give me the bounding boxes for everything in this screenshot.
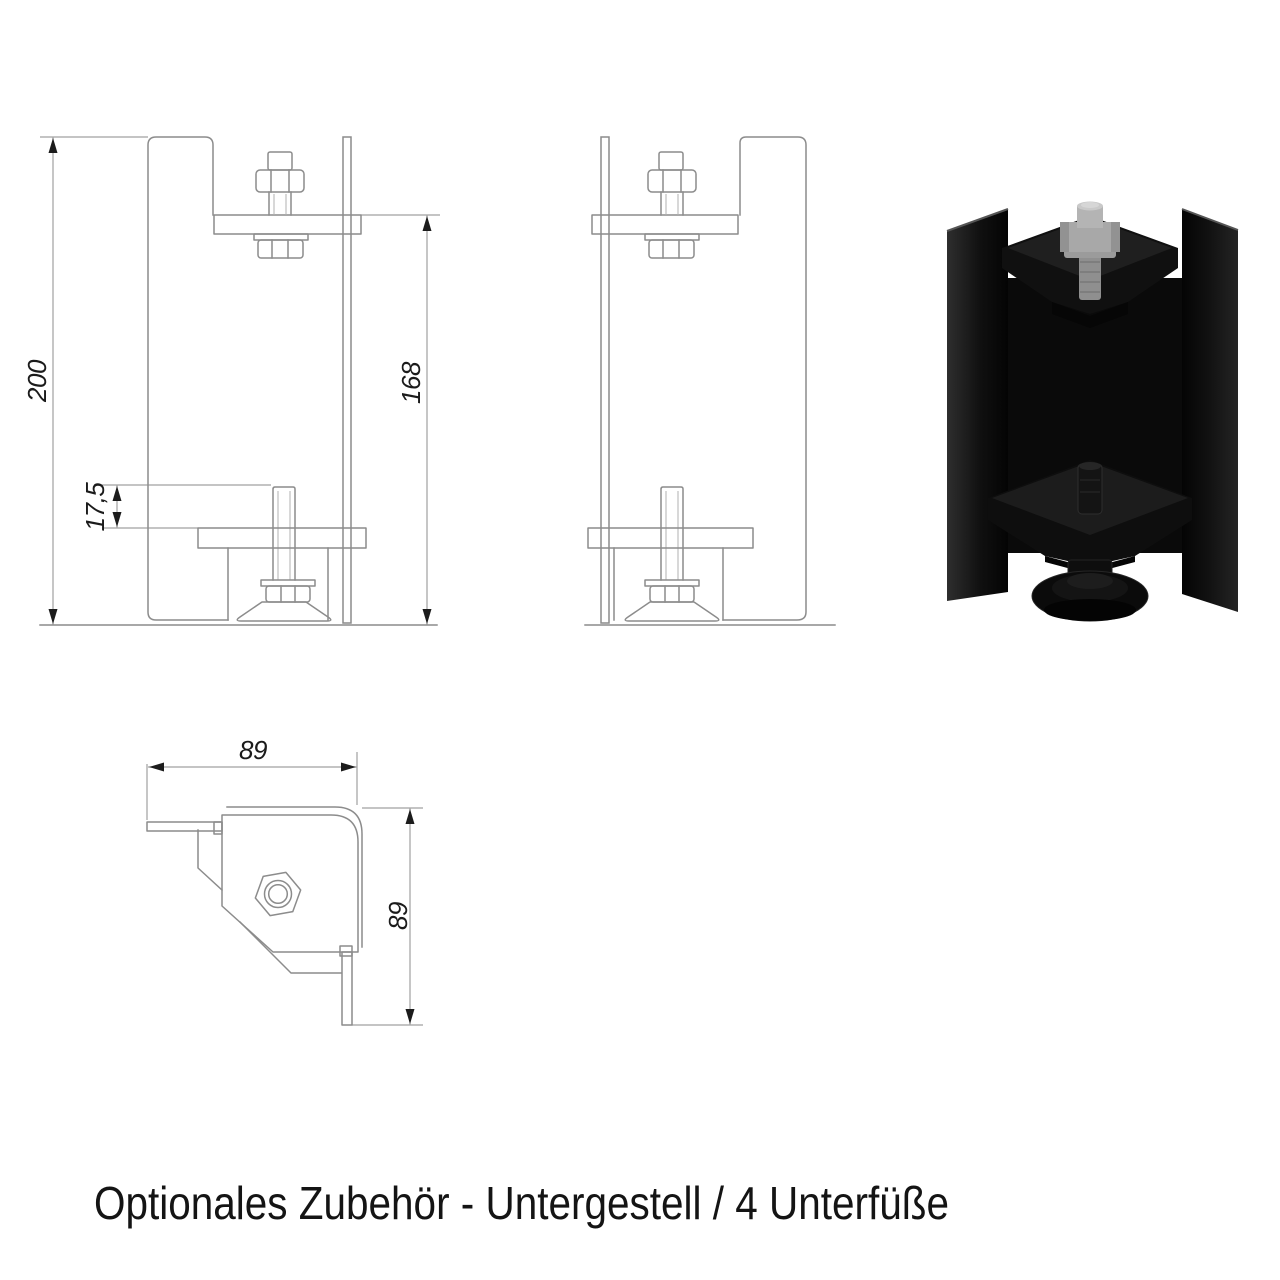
dimension-arrow: [341, 763, 356, 772]
dimension-arrow: [406, 809, 415, 824]
render-3d: [947, 202, 1238, 622]
washer: [645, 234, 699, 240]
side-plate: [343, 137, 351, 623]
bottom-mounting-plate: [588, 528, 753, 548]
top-view-drawing: [147, 735, 423, 1025]
steel-bolt-stud: [1079, 252, 1101, 300]
dimension-arrow: [49, 138, 58, 153]
lock-nut: [649, 240, 694, 258]
dimension-arrow: [406, 1009, 415, 1024]
body-opening-edges: [614, 548, 723, 620]
corner-plate-upper-contour: [227, 807, 362, 947]
washer: [254, 234, 308, 240]
steel-bolt-nut-facet: [1060, 222, 1069, 252]
left-flange-plate: [147, 822, 222, 831]
dimension-arrow: [49, 609, 58, 624]
dimension-arrow: [423, 216, 432, 231]
threaded-rod: [273, 487, 295, 580]
dim-label-depth-89: 89: [383, 902, 413, 930]
lock-nut-facets: [663, 240, 679, 258]
rod-thread-lines: [666, 491, 678, 580]
foot-dome-top: [1067, 573, 1113, 589]
dimension-arrow: [149, 763, 164, 772]
black-stud: [1078, 464, 1102, 514]
hex-nut: [252, 870, 304, 917]
corner-plate-outline: [222, 815, 358, 952]
foot-nut: [266, 586, 310, 602]
foot-washer: [645, 580, 699, 586]
bolt-head: [659, 152, 683, 170]
bolt-head: [268, 152, 292, 170]
left-flange-tab: [214, 822, 222, 834]
lock-nut: [258, 240, 303, 258]
right-panel: [1182, 209, 1238, 612]
thread-hole-inner: [269, 885, 288, 904]
bottom-mounting-plate: [198, 528, 366, 548]
bolt-nut: [648, 170, 696, 192]
lock-nut-facets: [272, 240, 288, 258]
dim-label-200: 200: [22, 360, 52, 402]
foot-nut-facets: [665, 586, 679, 602]
steel-bolt-head-highlight: [1081, 202, 1099, 208]
top-mounting-plate: [592, 215, 738, 234]
foot-washer: [261, 580, 315, 586]
leveling-foot: [237, 602, 331, 621]
side-view-drawing: [585, 137, 835, 625]
rod-thread-lines: [278, 491, 290, 580]
corner-plate-left-bevel: [198, 830, 222, 890]
bolt-thread-lines: [274, 194, 286, 215]
dim-label-168: 168: [396, 362, 426, 404]
dim-label-17-5: 17,5: [80, 482, 110, 532]
caption: Optionales Zubehör - Untergestell / 4 Unterfüße: [94, 1177, 950, 1229]
bolt-shaft: [269, 192, 291, 215]
side-plate: [601, 137, 609, 623]
foot-base-shadow: [1044, 599, 1136, 621]
bolt-nut-facets: [663, 170, 681, 192]
foot-nut: [650, 586, 694, 602]
bolt-shaft: [661, 192, 683, 215]
threaded-rod: [661, 487, 683, 580]
black-stud-top: [1079, 462, 1101, 470]
dimension-arrow: [113, 512, 122, 527]
bolt-thread-lines: [666, 194, 678, 215]
corner-plate-bottom-bevel: [240, 922, 341, 973]
front-view-drawing: [22, 137, 440, 625]
bottom-flange-plate: [342, 952, 352, 1025]
dimension-arrow: [113, 486, 122, 501]
bolt-nut-facets: [271, 170, 289, 192]
top-mounting-plate: [214, 215, 361, 234]
dim-label-width-89: 89: [239, 735, 267, 765]
bolt-nut: [256, 170, 304, 192]
foot-nut-facets: [281, 586, 295, 602]
dimension-arrow: [423, 609, 432, 624]
leveling-foot: [625, 602, 719, 621]
steel-bolt-nut-facet: [1111, 222, 1120, 252]
left-panel: [947, 209, 1008, 601]
